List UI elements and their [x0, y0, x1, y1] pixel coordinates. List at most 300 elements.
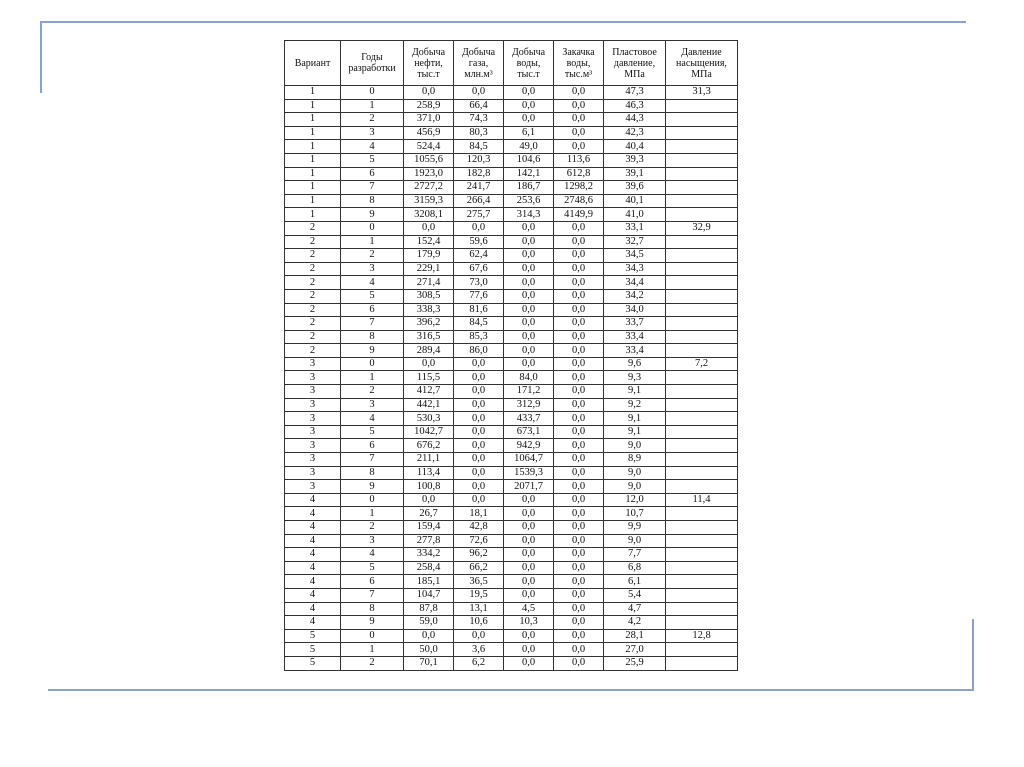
cell-year: 7	[341, 181, 404, 195]
cell-saturation-pressure	[666, 425, 738, 439]
table-row	[285, 249, 738, 263]
cell-year: 2	[341, 656, 404, 670]
cell-injection: 0,0	[554, 412, 604, 426]
cell-water: 0,0	[504, 317, 554, 331]
cell-gas: 241,7	[454, 181, 504, 195]
cell-injection: 0,0	[554, 643, 604, 657]
cell-oil: 334,2	[404, 548, 454, 562]
cell-oil: 3208,1	[404, 208, 454, 222]
cell-saturation-pressure	[666, 521, 738, 535]
cell-injection: 0,0	[554, 99, 604, 113]
cell-water: 0,0	[504, 534, 554, 548]
cell-reservoir-pressure: 40,4	[604, 140, 666, 154]
cell-water: 142,1	[504, 167, 554, 181]
cell-year: 2	[341, 113, 404, 127]
cell-gas: 84,5	[454, 317, 504, 331]
cell-injection: 4149,9	[554, 208, 604, 222]
cell-reservoir-pressure: 9,0	[604, 466, 666, 480]
cell-reservoir-pressure: 42,3	[604, 126, 666, 140]
table-row	[285, 507, 738, 521]
cell-gas: 0,0	[454, 86, 504, 100]
table-row	[285, 493, 738, 507]
cell-injection: 1298,2	[554, 181, 604, 195]
cell-water: 0,0	[504, 588, 554, 602]
cell-saturation-pressure	[666, 534, 738, 548]
cell-saturation-pressure	[666, 466, 738, 480]
cell-reservoir-pressure: 9,0	[604, 439, 666, 453]
table-row	[285, 235, 738, 249]
cell-oil: 113,4	[404, 466, 454, 480]
cell-saturation-pressure	[666, 480, 738, 494]
cell-gas: 42,8	[454, 521, 504, 535]
cell-oil: 289,4	[404, 344, 454, 358]
table-row	[285, 371, 738, 385]
table-row	[285, 86, 738, 100]
cell-variant: 1	[285, 167, 341, 181]
cell-oil: 412,7	[404, 385, 454, 399]
cell-gas: 0,0	[454, 629, 504, 643]
cell-year: 8	[341, 466, 404, 480]
cell-year: 9	[341, 344, 404, 358]
cell-reservoir-pressure: 34,0	[604, 303, 666, 317]
cell-injection: 0,0	[554, 493, 604, 507]
cell-oil: 371,0	[404, 113, 454, 127]
cell-saturation-pressure: 31,3	[666, 86, 738, 100]
cell-year: 0	[341, 86, 404, 100]
cell-variant: 4	[285, 616, 341, 630]
table-row	[285, 208, 738, 222]
cell-oil: 1055,6	[404, 153, 454, 167]
cell-gas: 85,3	[454, 330, 504, 344]
cell-saturation-pressure	[666, 602, 738, 616]
cell-injection: 0,0	[554, 575, 604, 589]
cell-reservoir-pressure: 9,9	[604, 521, 666, 535]
cell-reservoir-pressure: 9,3	[604, 371, 666, 385]
cell-water: 0,0	[504, 99, 554, 113]
cell-variant: 2	[285, 262, 341, 276]
cell-injection: 612,8	[554, 167, 604, 181]
cell-gas: 266,4	[454, 194, 504, 208]
cell-reservoir-pressure: 6,8	[604, 561, 666, 575]
cell-oil: 159,4	[404, 521, 454, 535]
cell-injection: 113,6	[554, 153, 604, 167]
cell-gas: 0,0	[454, 439, 504, 453]
table-row	[285, 344, 738, 358]
cell-injection: 0,0	[554, 126, 604, 140]
cell-gas: 62,4	[454, 249, 504, 263]
cell-injection: 0,0	[554, 276, 604, 290]
cell-oil: 1042,7	[404, 425, 454, 439]
cell-oil: 229,1	[404, 262, 454, 276]
cell-water: 0,0	[504, 262, 554, 276]
cell-gas: 66,2	[454, 561, 504, 575]
cell-saturation-pressure	[666, 412, 738, 426]
table-row	[285, 289, 738, 303]
cell-year: 1	[341, 235, 404, 249]
cell-oil: 308,5	[404, 289, 454, 303]
cell-injection: 0,0	[554, 439, 604, 453]
cell-variant: 4	[285, 521, 341, 535]
cell-saturation-pressure	[666, 249, 738, 263]
cell-reservoir-pressure: 4,2	[604, 616, 666, 630]
cell-gas: 0,0	[454, 466, 504, 480]
cell-injection: 0,0	[554, 561, 604, 575]
cell-gas: 0,0	[454, 480, 504, 494]
cell-water: 253,6	[504, 194, 554, 208]
cell-variant: 4	[285, 575, 341, 589]
cell-water: 84,0	[504, 371, 554, 385]
cell-variant: 1	[285, 99, 341, 113]
table-row	[285, 588, 738, 602]
cell-injection: 0,0	[554, 317, 604, 331]
cell-variant: 3	[285, 398, 341, 412]
cell-reservoir-pressure: 6,1	[604, 575, 666, 589]
cell-year: 7	[341, 317, 404, 331]
cell-injection: 0,0	[554, 140, 604, 154]
cell-year: 2	[341, 249, 404, 263]
cell-saturation-pressure	[666, 616, 738, 630]
table-row	[285, 99, 738, 113]
cell-variant: 1	[285, 126, 341, 140]
cell-saturation-pressure	[666, 575, 738, 589]
header-water-injection: Закачка воды, тыс.м³	[554, 41, 604, 86]
cell-reservoir-pressure: 25,9	[604, 656, 666, 670]
cell-water: 1539,3	[504, 466, 554, 480]
cell-saturation-pressure	[666, 153, 738, 167]
cell-oil: 271,4	[404, 276, 454, 290]
table-header-row	[285, 41, 738, 86]
cell-variant: 4	[285, 602, 341, 616]
cell-oil: 185,1	[404, 575, 454, 589]
cell-year: 1	[341, 507, 404, 521]
cell-water: 104,6	[504, 153, 554, 167]
cell-injection: 0,0	[554, 398, 604, 412]
cell-water: 0,0	[504, 86, 554, 100]
cell-water: 6,1	[504, 126, 554, 140]
cell-oil: 87,8	[404, 602, 454, 616]
cell-saturation-pressure: 11,4	[666, 493, 738, 507]
cell-oil: 338,3	[404, 303, 454, 317]
cell-water: 0,0	[504, 221, 554, 235]
cell-water: 0,0	[504, 330, 554, 344]
cell-injection: 0,0	[554, 344, 604, 358]
cell-oil: 70,1	[404, 656, 454, 670]
cell-gas: 77,6	[454, 289, 504, 303]
cell-injection: 0,0	[554, 548, 604, 562]
cell-gas: 96,2	[454, 548, 504, 562]
cell-variant: 4	[285, 561, 341, 575]
cell-gas: 0,0	[454, 398, 504, 412]
cell-gas: 0,0	[454, 425, 504, 439]
cell-variant: 3	[285, 385, 341, 399]
cell-oil: 258,9	[404, 99, 454, 113]
cell-water: 0,0	[504, 235, 554, 249]
slide-frame-left-line	[40, 21, 42, 93]
cell-water: 0,0	[504, 561, 554, 575]
cell-year: 5	[341, 425, 404, 439]
table-row	[285, 575, 738, 589]
cell-reservoir-pressure: 9,6	[604, 357, 666, 371]
table-row	[285, 167, 738, 181]
cell-variant: 2	[285, 289, 341, 303]
table-row	[285, 398, 738, 412]
cell-injection: 0,0	[554, 113, 604, 127]
cell-year: 5	[341, 153, 404, 167]
header-variant: Вариант	[285, 41, 341, 86]
cell-variant: 2	[285, 235, 341, 249]
cell-saturation-pressure	[666, 453, 738, 467]
cell-water: 0,0	[504, 493, 554, 507]
cell-oil: 524,4	[404, 140, 454, 154]
cell-gas: 6,2	[454, 656, 504, 670]
cell-water: 0,0	[504, 548, 554, 562]
table-body	[285, 86, 738, 671]
cell-injection: 0,0	[554, 616, 604, 630]
cell-reservoir-pressure: 8,9	[604, 453, 666, 467]
cell-gas: 0,0	[454, 412, 504, 426]
cell-variant: 1	[285, 181, 341, 195]
table-row	[285, 126, 738, 140]
cell-reservoir-pressure: 27,0	[604, 643, 666, 657]
cell-reservoir-pressure: 28,1	[604, 629, 666, 643]
cell-water: 0,0	[504, 521, 554, 535]
cell-gas: 18,1	[454, 507, 504, 521]
cell-year: 8	[341, 602, 404, 616]
cell-variant: 5	[285, 643, 341, 657]
cell-year: 4	[341, 140, 404, 154]
cell-water: 0,0	[504, 507, 554, 521]
cell-saturation-pressure	[666, 656, 738, 670]
table-row	[285, 548, 738, 562]
cell-water: 186,7	[504, 181, 554, 195]
cell-water: 312,9	[504, 398, 554, 412]
cell-gas: 0,0	[454, 453, 504, 467]
cell-year: 3	[341, 398, 404, 412]
table-row	[285, 643, 738, 657]
cell-injection: 0,0	[554, 466, 604, 480]
cell-water: 673,1	[504, 425, 554, 439]
cell-reservoir-pressure: 9,1	[604, 412, 666, 426]
cell-gas: 81,6	[454, 303, 504, 317]
cell-injection: 0,0	[554, 289, 604, 303]
header-reservoir-pressure: Пластовое давление, МПа	[604, 41, 666, 86]
cell-gas: 182,8	[454, 167, 504, 181]
table-row	[285, 534, 738, 548]
cell-reservoir-pressure: 33,4	[604, 330, 666, 344]
cell-oil: 0,0	[404, 629, 454, 643]
cell-year: 1	[341, 99, 404, 113]
cell-water: 0,0	[504, 344, 554, 358]
cell-saturation-pressure	[666, 643, 738, 657]
cell-reservoir-pressure: 44,3	[604, 113, 666, 127]
cell-oil: 316,5	[404, 330, 454, 344]
cell-oil: 179,9	[404, 249, 454, 263]
table-row	[285, 629, 738, 643]
cell-oil: 0,0	[404, 221, 454, 235]
cell-variant: 2	[285, 303, 341, 317]
cell-reservoir-pressure: 9,1	[604, 425, 666, 439]
cell-injection: 0,0	[554, 534, 604, 548]
cell-reservoir-pressure: 9,2	[604, 398, 666, 412]
cell-injection: 0,0	[554, 629, 604, 643]
data-table-container	[284, 40, 738, 671]
cell-oil: 396,2	[404, 317, 454, 331]
header-water-production: Добыча воды, тыс.т	[504, 41, 554, 86]
table-row	[285, 140, 738, 154]
cell-gas: 73,0	[454, 276, 504, 290]
cell-reservoir-pressure: 4,7	[604, 602, 666, 616]
cell-variant: 4	[285, 507, 341, 521]
cell-water: 0,0	[504, 276, 554, 290]
table-row	[285, 303, 738, 317]
cell-gas: 19,5	[454, 588, 504, 602]
cell-reservoir-pressure: 34,5	[604, 249, 666, 263]
cell-injection: 0,0	[554, 262, 604, 276]
cell-variant: 3	[285, 412, 341, 426]
cell-variant: 5	[285, 629, 341, 643]
cell-variant: 1	[285, 153, 341, 167]
cell-saturation-pressure	[666, 289, 738, 303]
cell-saturation-pressure	[666, 181, 738, 195]
cell-water: 0,0	[504, 656, 554, 670]
cell-year: 3	[341, 534, 404, 548]
cell-variant: 2	[285, 317, 341, 331]
production-data-table	[284, 40, 738, 671]
cell-reservoir-pressure: 12,0	[604, 493, 666, 507]
table-row	[285, 276, 738, 290]
cell-reservoir-pressure: 39,1	[604, 167, 666, 181]
header-saturation-pressure: Давление насыщения, МПа	[666, 41, 738, 86]
table-row	[285, 113, 738, 127]
cell-year: 5	[341, 289, 404, 303]
table-row	[285, 602, 738, 616]
cell-variant: 4	[285, 534, 341, 548]
cell-saturation-pressure	[666, 507, 738, 521]
cell-saturation-pressure	[666, 561, 738, 575]
cell-gas: 67,6	[454, 262, 504, 276]
cell-variant: 3	[285, 480, 341, 494]
cell-saturation-pressure	[666, 167, 738, 181]
cell-water: 433,7	[504, 412, 554, 426]
cell-injection: 0,0	[554, 656, 604, 670]
cell-injection: 0,0	[554, 371, 604, 385]
cell-water: 49,0	[504, 140, 554, 154]
cell-oil: 100,8	[404, 480, 454, 494]
cell-reservoir-pressure: 47,3	[604, 86, 666, 100]
table-row	[285, 385, 738, 399]
cell-saturation-pressure	[666, 548, 738, 562]
cell-injection: 0,0	[554, 453, 604, 467]
cell-oil: 0,0	[404, 357, 454, 371]
cell-saturation-pressure	[666, 194, 738, 208]
cell-saturation-pressure	[666, 303, 738, 317]
table-row	[285, 317, 738, 331]
cell-injection: 0,0	[554, 385, 604, 399]
cell-year: 8	[341, 194, 404, 208]
cell-saturation-pressure	[666, 99, 738, 113]
cell-saturation-pressure	[666, 439, 738, 453]
cell-year: 0	[341, 629, 404, 643]
cell-gas: 66,4	[454, 99, 504, 113]
cell-oil: 258,4	[404, 561, 454, 575]
cell-injection: 0,0	[554, 330, 604, 344]
cell-year: 9	[341, 480, 404, 494]
cell-saturation-pressure	[666, 344, 738, 358]
table-row	[285, 453, 738, 467]
cell-injection: 0,0	[554, 507, 604, 521]
table-row	[285, 480, 738, 494]
cell-saturation-pressure	[666, 330, 738, 344]
cell-variant: 4	[285, 548, 341, 562]
cell-variant: 2	[285, 276, 341, 290]
cell-gas: 10,6	[454, 616, 504, 630]
cell-gas: 0,0	[454, 385, 504, 399]
cell-oil: 277,8	[404, 534, 454, 548]
cell-year: 7	[341, 453, 404, 467]
cell-water: 0,0	[504, 289, 554, 303]
cell-reservoir-pressure: 33,4	[604, 344, 666, 358]
cell-saturation-pressure	[666, 385, 738, 399]
table-row	[285, 656, 738, 670]
cell-reservoir-pressure: 34,3	[604, 262, 666, 276]
cell-gas: 3,6	[454, 643, 504, 657]
cell-saturation-pressure	[666, 398, 738, 412]
table-row	[285, 425, 738, 439]
cell-reservoir-pressure: 32,7	[604, 235, 666, 249]
cell-year: 4	[341, 276, 404, 290]
cell-year: 9	[341, 208, 404, 222]
cell-year: 0	[341, 357, 404, 371]
cell-oil: 115,5	[404, 371, 454, 385]
cell-reservoir-pressure: 33,1	[604, 221, 666, 235]
cell-oil: 59,0	[404, 616, 454, 630]
cell-reservoir-pressure: 39,3	[604, 153, 666, 167]
cell-gas: 59,6	[454, 235, 504, 249]
cell-gas: 86,0	[454, 344, 504, 358]
cell-gas: 275,7	[454, 208, 504, 222]
cell-year: 5	[341, 561, 404, 575]
table-row	[285, 330, 738, 344]
cell-year: 2	[341, 521, 404, 535]
cell-water: 171,2	[504, 385, 554, 399]
cell-reservoir-pressure: 41,0	[604, 208, 666, 222]
cell-oil: 211,1	[404, 453, 454, 467]
cell-year: 7	[341, 588, 404, 602]
cell-water: 0,0	[504, 575, 554, 589]
table-row	[285, 357, 738, 371]
cell-saturation-pressure	[666, 276, 738, 290]
cell-reservoir-pressure: 5,4	[604, 588, 666, 602]
cell-oil: 26,7	[404, 507, 454, 521]
header-oil-production: Добыча нефти, тыс.т	[404, 41, 454, 86]
cell-oil: 2727,2	[404, 181, 454, 195]
cell-water: 0,0	[504, 629, 554, 643]
cell-year: 3	[341, 126, 404, 140]
cell-variant: 1	[285, 113, 341, 127]
cell-water: 1064,7	[504, 453, 554, 467]
cell-reservoir-pressure: 9,0	[604, 534, 666, 548]
cell-oil: 3159,3	[404, 194, 454, 208]
slide-frame-bottom-line	[48, 689, 974, 691]
table-row	[285, 221, 738, 235]
cell-variant: 2	[285, 249, 341, 263]
cell-reservoir-pressure: 40,1	[604, 194, 666, 208]
cell-reservoir-pressure: 9,1	[604, 385, 666, 399]
cell-oil: 442,1	[404, 398, 454, 412]
cell-reservoir-pressure: 39,6	[604, 181, 666, 195]
header-years: Годы разработки	[341, 41, 404, 86]
cell-saturation-pressure: 12,8	[666, 629, 738, 643]
